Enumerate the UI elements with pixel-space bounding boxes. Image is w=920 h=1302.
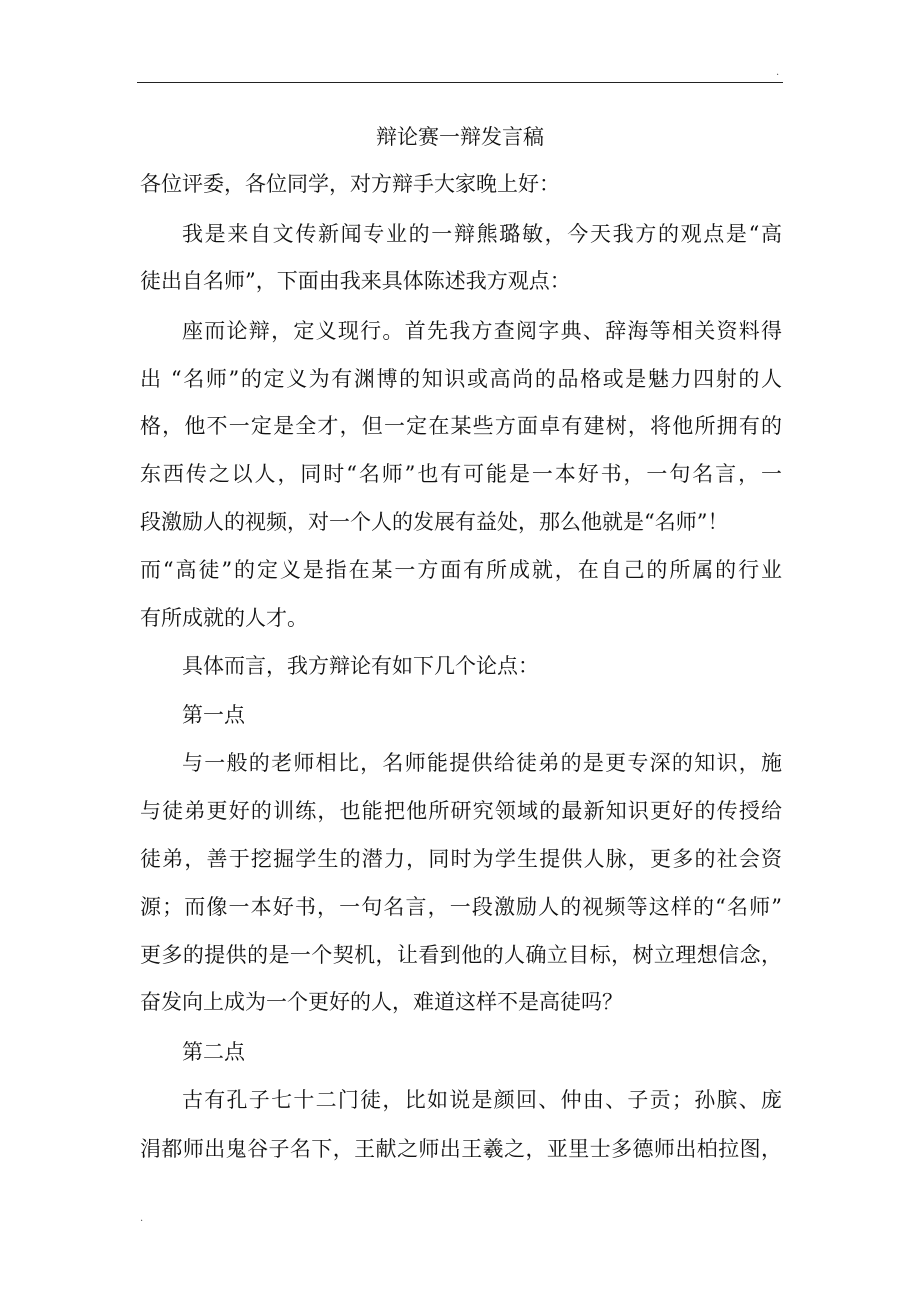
paragraph-line: 格，他不一定是全才，但一定在某些方面卓有建树，将他所拥有的 [140, 414, 782, 438]
paragraph-line: 有所成就的人才。 [140, 606, 308, 630]
paragraph-line: 具体而言，我方辩论有如下几个论点： [182, 654, 539, 678]
paragraph-line: 与徒弟更好的训练，也能把他所研究领域的最新知识更好的传授给 [140, 799, 782, 823]
document-title: 辩论赛一辩发言稿 [376, 125, 544, 149]
paragraph-line: 奋发向上成为一个更好的人，难道这样不是高徒吗？ [140, 990, 623, 1014]
section-heading-point-2: 第二点 [182, 1040, 245, 1064]
paragraph-line: 徒出自名师”，下面由我来具体陈述我方观点： [140, 269, 571, 293]
paragraph-line: 古有孔子七十二门徒，比如说是颜回、仲由、子贡；孙膑、庞 [182, 1088, 782, 1112]
header-rule [137, 82, 783, 83]
paragraph-line: 出 “名师”的定义为有渊博的知识或高尚的品格或是魅力四射的人 [140, 367, 782, 391]
paragraph-line: 涓都师出鬼谷子名下，王献之师出王羲之，亚里士多德师出柏拉图， [140, 1137, 782, 1161]
paragraph-line: 而“高徒”的定义是指在某一方面有所成就，在自己的所属的行业 [140, 558, 782, 582]
paragraph-line-greeting: 各位评委，各位同学，对方辩手大家晚上好： [140, 172, 560, 196]
paragraph-line: 源；而像一本好书，一句名言，一段激励人的视频等这样的“名师” [140, 895, 782, 919]
paragraph-line: 与一般的老师相比，名师能提供给徒弟的是更专深的知识，施 [182, 751, 782, 775]
paragraph-line: 更多的提供的是一个契机，让看到他的人确立目标，树立理想信念， [140, 943, 782, 967]
paragraph-line: 段激励人的视频，对一个人的发展有益处，那么他就是“名师”！ [140, 510, 729, 534]
paragraph-line: 东西传之以人，同时“名师”也有可能是一本好书，一句名言，一 [140, 462, 782, 486]
paragraph-line: 我是来自文传新闻专业的一辩熊璐敏，今天我方的观点是“高 [182, 222, 782, 246]
header-dot: . [776, 67, 780, 78]
footer-dot: . [140, 1213, 144, 1224]
paragraph-line: 座而论辩，定义现行。首先我方查阅字典、辞海等相关资料得 [182, 319, 782, 343]
section-heading-point-1: 第一点 [182, 703, 245, 727]
paragraph-line: 徒弟，善于挖掘学生的潜力，同时为学生提供人脉，更多的社会资 [140, 847, 782, 871]
